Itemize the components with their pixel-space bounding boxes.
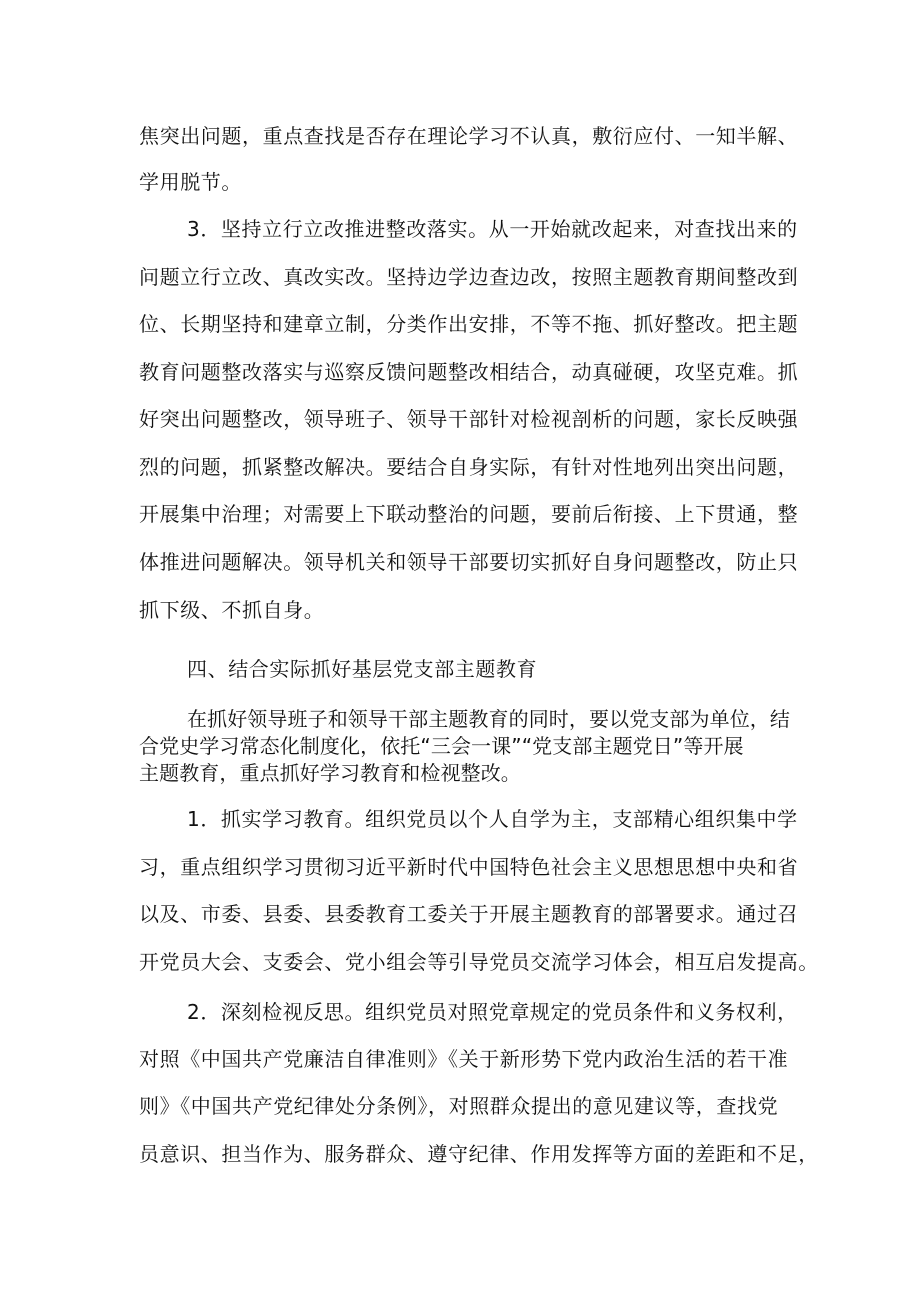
text-line: 学用脱节。 xyxy=(139,170,242,194)
text-line: 教育问题整改落实与巡察反馈问题整改相结合，动真碰硬，攻坚克难。抓 xyxy=(139,360,799,384)
text-line: 则》《中国共产党纪律处分条例》，对照群众提出的意见建议等，查找党 xyxy=(139,1094,779,1118)
list-item-heading: 1．抓实学习教育。组织党员以个人自学为主，支部精心组织集中学 xyxy=(187,807,798,831)
text-line: 焦突出问题，重点查找是否存在理论学习不认真，敷衍应付、一知半解、 xyxy=(139,124,799,148)
text-line: 位、长期坚持和建章立制，分类作出安排，不等不拖、抓好整改。把主题 xyxy=(139,312,799,336)
text-line: 主题教育，重点抓好学习教育和检视整改。 xyxy=(139,761,521,785)
text-line: 习，重点组织学习贯彻习近平新时代中国特色社会主义思想思想中央和省 xyxy=(139,855,799,879)
text-line: 好突出问题整改，领导班子、领导干部针对检视剖析的问题，家长反映强 xyxy=(139,407,799,431)
text-line: 以及、市委、县委、县委教育工委关于开展主题教育的部署要求。通过召 xyxy=(139,902,799,926)
text-line: 烈的问题，抓紧整改解决。要结合自身实际，有针对性地列出突出问题， xyxy=(139,455,799,479)
text-line: 开展集中治理；对需要上下联动整治的问题，要前后衔接、上下贯通，整 xyxy=(139,502,799,526)
text-line: 体推进问题解决。领导机关和领导干部要切实抓好自身问题整改，防止只 xyxy=(139,550,799,574)
text-line: 对照《中国共产党廉洁自律准则》《关于新形势下党内政治生活的若干准 xyxy=(139,1047,789,1071)
text-line: 问题立行立改、真改实改。坚持边学边查边改，按照主题教育期间整改到 xyxy=(139,265,799,289)
text-line: 合党史学习常态化制度化，依托“三会一课”“党支部主题党日”等开展 xyxy=(139,734,744,758)
text-line: 开党员大会、支委会、党小组会等引导党员交流学习体会，相互启发提高。 xyxy=(139,950,819,974)
text-line: 员意识、担当作为、服务群众、遵守纪律、作用发挥等方面的差距和不足， xyxy=(139,1142,819,1166)
list-item-heading: 2．深刻检视反思。组织党员对照党章规定的党员条件和义务权利， xyxy=(187,1000,798,1024)
section-heading: 四、结合实际抓好基层党支部主题教育 xyxy=(187,657,538,681)
text-line: 在抓好领导班子和领导干部主题教育的同时，要以党支部为单位，结 xyxy=(187,707,790,731)
text-line: 抓下级、不抓自身。 xyxy=(139,598,325,622)
list-item-heading: 3．坚持立行立改推进整改落实。从一开始就改起来，对查找出来的 xyxy=(187,217,798,241)
